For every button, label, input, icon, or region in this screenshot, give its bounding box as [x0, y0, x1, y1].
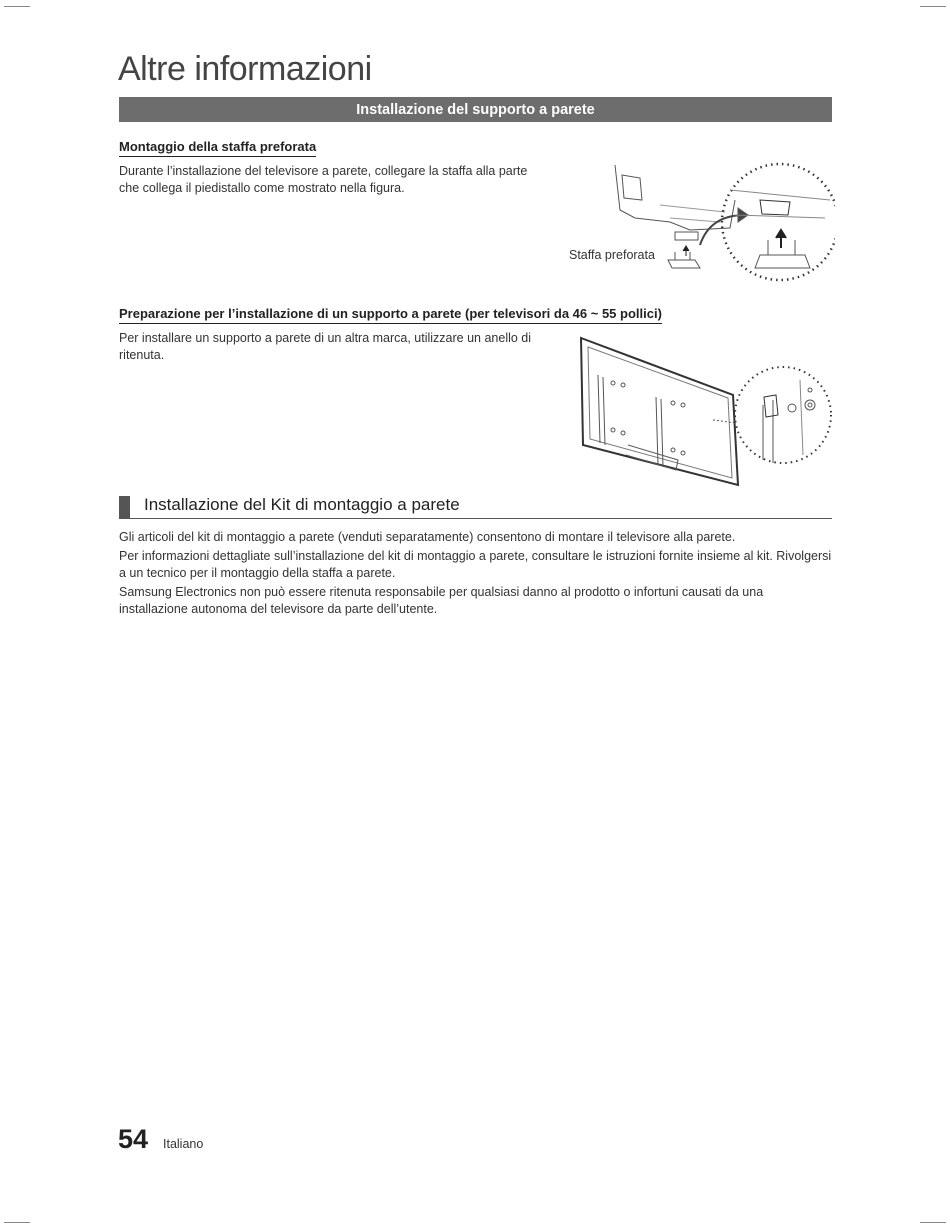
kit-paragraph-3: Samsung Electronics non può essere ritenuta responsabile per qualsiasi danno al prodotto o infortuni causati da una installazione autonoma del televisore da parte dell’utente. [119, 585, 764, 616]
page-title: Altre informazioni [118, 50, 372, 88]
text-line: Per installare un supporto a parete di un altra marca, utilizzare un anello di [119, 331, 532, 345]
section-header: Installazione del supporto a parete [119, 97, 832, 122]
figure-label-bracket: Staffa preforata [569, 248, 655, 262]
language-label: Italiano [163, 1137, 204, 1151]
crop-mark-top-right [920, 6, 946, 7]
section-marker [119, 496, 130, 518]
text-line: ritenuta. [119, 348, 165, 362]
subsection-text-bracket [119, 163, 527, 197]
bracket-mount-illustration-icon [610, 160, 835, 285]
crop-mark-bottom-left [4, 1222, 30, 1223]
page-number: 54 [118, 1124, 149, 1154]
crop-mark-bottom-right [920, 1222, 946, 1223]
section-kit-title: Installazione del Kit di montaggio a parete [144, 495, 460, 514]
text-line: Durante l’installazione del televisore a parete, collegare la staffa alla parte [119, 164, 528, 178]
kit-paragraph-1: Gli articoli del kit di montaggio a parete (venduti separatamente) consentono di montare il televisore alla parete. [119, 530, 736, 544]
subsection-heading-bracket: Montaggio della staffa preforata [119, 139, 316, 157]
wall-mount-ring-illustration-icon [578, 335, 833, 490]
kit-paragraph-2: Per informazioni dettagliate sull’installazione del kit di montaggio a parete, consultare le istruzioni fornite insieme al kit. Rivolgersi a un tecnico per il montaggio della staffa a parete. [119, 549, 832, 580]
subsection-heading-wall-mount: Preparazione per l’installazione di un supporto a parete (per televisori da 46 ~ 55 pollici) [119, 306, 662, 324]
crop-mark-top-left [4, 6, 30, 7]
subsection-text-wall-mount [119, 330, 531, 364]
section-kit-header [119, 494, 832, 519]
text-line: che collega il piedistallo come mostrato nella figura. [119, 181, 405, 195]
